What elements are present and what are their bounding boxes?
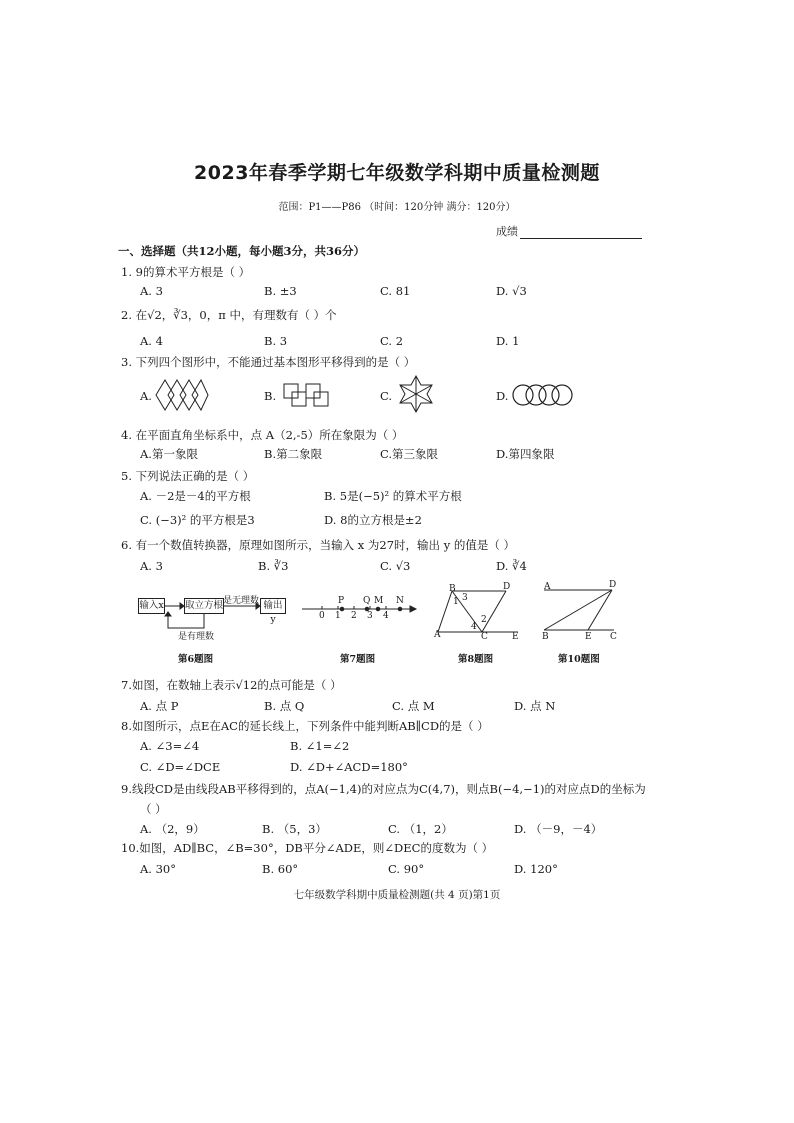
question-5-option-c: C. (−3)² 的平方根是3: [140, 513, 255, 527]
fig6-caption: 第6题图: [178, 654, 214, 665]
fig8-label-d: D: [503, 582, 511, 592]
question-8-option-d: D. ∠D+∠ACD=180°: [290, 760, 408, 774]
question-3-stem: 3. 下列四个图形中，不能通过基本图形平移得到的是（ ）: [121, 355, 416, 369]
fig6-output-box: 输出y: [260, 598, 286, 614]
question-3-option-b: B.: [264, 389, 277, 403]
fig8-label-a: A: [434, 630, 441, 640]
fig7-caption: 第7题图: [340, 654, 376, 665]
question-8-option-b: B. ∠1=∠2: [290, 739, 350, 753]
fig6-input-box: 输入x: [138, 598, 165, 614]
question-7-option-d: D. 点 N: [514, 699, 556, 713]
question-2-stem: 2. 在√2，∛3，0，π 中，有理数有（ ）个: [121, 308, 337, 322]
exam-scope: 范围：P1——P86 （时间：120分钟 满分：120分）: [278, 202, 516, 213]
question-9-option-a: A. （2，9）: [140, 822, 205, 836]
question-4-option-a: A.第一象限: [140, 447, 198, 461]
question-5-stem: 5. 下列说法正确的是（ ）: [121, 469, 255, 483]
question-6-option-c: C. √3: [380, 559, 411, 573]
fig7-tick-1: 1: [335, 611, 341, 621]
question-7-option-c: C. 点 M: [392, 699, 435, 713]
fig8-label-e: E: [512, 632, 519, 642]
fig7-tick-3: 3: [367, 611, 373, 621]
question-2-option-b: B. 3: [264, 334, 288, 348]
question-10-option-c: C. 90°: [388, 862, 425, 876]
question-6-stem: 6. 有一个数值转换器，原理如图所示，当输入 x 为27时，输出 y 的值是（ ）: [121, 538, 516, 552]
fig8-label-c: C: [481, 632, 488, 642]
question-4-option-d: D.第四象限: [496, 447, 555, 461]
question-10-option-b: B. 60°: [262, 862, 299, 876]
question-2-option-a: A. 4: [140, 334, 163, 348]
fig8-angle-2: 2: [481, 615, 487, 625]
question-3-figure-b: [282, 380, 336, 410]
question-9-stem-continued: （ ）: [140, 802, 167, 816]
question-7-stem: 7.如图，在数轴上表示√12的点可能是（ ）: [121, 678, 342, 692]
question-1-option-b: B. ±3: [264, 284, 297, 298]
fig7-tick-0: 0: [319, 611, 325, 621]
fig7-tick-4: 4: [383, 611, 389, 621]
fig8-angle-1: 1: [453, 597, 459, 607]
fig8-angle-4: 4: [471, 622, 477, 632]
fig7-point-p: P: [338, 596, 345, 606]
question-6-option-b: B. ∛3: [258, 559, 289, 573]
fig6-cube-root-box: 取立方根: [184, 598, 224, 614]
fig6-rational-label: 是有理数: [178, 632, 215, 642]
question-7-option-a: A. 点 P: [140, 699, 179, 713]
score-label: 成绩: [496, 225, 518, 238]
fig10-label-e: E: [585, 632, 592, 642]
question-2-option-d: D. 1: [496, 334, 520, 348]
question-4-stem: 4. 在平面直角坐标系中，点 A（2,-5）所在象限为（ ）: [121, 428, 404, 442]
question-3-option-a: A.: [140, 389, 152, 403]
question-9-option-c: C. （1，2）: [388, 822, 453, 836]
question-10-stem: 10.如图，AD∥BC，∠B=30°，DB平分∠ADE，则∠DEC的度数为（ ）: [121, 841, 494, 855]
question-8-stem: 8.如图所示，点E在AC的延长线上，下列条件中能判断AB∥CD的是（ ）: [121, 719, 489, 733]
question-8-option-a: A. ∠3=∠4: [140, 739, 200, 753]
fig8-caption: 第8题图: [458, 654, 494, 665]
question-8-option-c: C. ∠D=∠DCE: [140, 760, 221, 774]
fig7-tick-2: 2: [351, 611, 357, 621]
question-1-option-d: D. √3: [496, 284, 527, 298]
question-9-option-d: D. （－9，－4）: [514, 822, 603, 836]
question-5-option-a: A. －2是－4的平方根: [140, 489, 251, 503]
question-10-option-a: A. 30°: [140, 862, 176, 876]
question-6-option-d: D. ∛4: [496, 559, 527, 573]
fig10-caption: 第10题图: [558, 654, 600, 665]
question-9-stem: 9.线段CD是由线段AB平移得到的，点A(−1,4)的对应点为C(4,7)，则点B(−4,−1)的对应点D的坐标为: [121, 782, 646, 796]
question-3-option-c: C.: [380, 389, 393, 403]
question-1-option-c: C. 81: [380, 284, 411, 298]
question-5-option-b: B. 5是(−5)² 的算术平方根: [324, 489, 462, 503]
fig10-label-b: B: [542, 632, 549, 642]
fig7-point-n: N: [396, 596, 404, 606]
question-4-option-b: B.第二象限: [264, 447, 323, 461]
question-5-option-d: D. 8的立方根是±2: [324, 513, 422, 527]
fig7-point-m: M: [374, 596, 384, 606]
question-2-option-c: C. 2: [380, 334, 404, 348]
fig8-angle-3: 3: [462, 593, 468, 603]
fig7-point-q: Q: [363, 596, 371, 606]
score-field: [496, 223, 642, 239]
question-1-option-a: A. 3: [140, 284, 163, 298]
fig10-geometry: [540, 585, 620, 635]
question-7-option-b: B. 点 Q: [264, 699, 305, 713]
question-3-figure-a: [154, 378, 210, 412]
question-3-option-d: D.: [496, 389, 509, 403]
section-heading: 一、选择题（共12小题，每小题3分，共36分）: [118, 244, 366, 258]
question-6-option-a: A. 3: [140, 559, 163, 573]
fig10-label-c: C: [610, 632, 617, 642]
page-footer: 七年级数学科期中质量检测题(共 4 页)第1页: [293, 889, 501, 901]
question-9-option-b: B. （5，3）: [262, 822, 327, 836]
fig6-irrational-label: 是无理数: [223, 596, 260, 606]
question-4-option-c: C.第三象限: [380, 447, 439, 461]
question-10-option-d: D. 120°: [514, 862, 558, 876]
question-3-figure-c: [396, 374, 436, 414]
fig8-geometry: [432, 585, 522, 640]
fig8-label-b: B: [449, 584, 456, 594]
score-blank: [520, 227, 642, 239]
page-title: 2023年春季学期七年级数学科期中质量检测题: [194, 162, 600, 184]
question-1-stem: 1. 9的算术平方根是（ ）: [121, 265, 251, 279]
question-3-figure-d: [510, 382, 574, 408]
fig10-label-a: A: [544, 582, 551, 592]
fig10-label-d: D: [609, 580, 617, 590]
